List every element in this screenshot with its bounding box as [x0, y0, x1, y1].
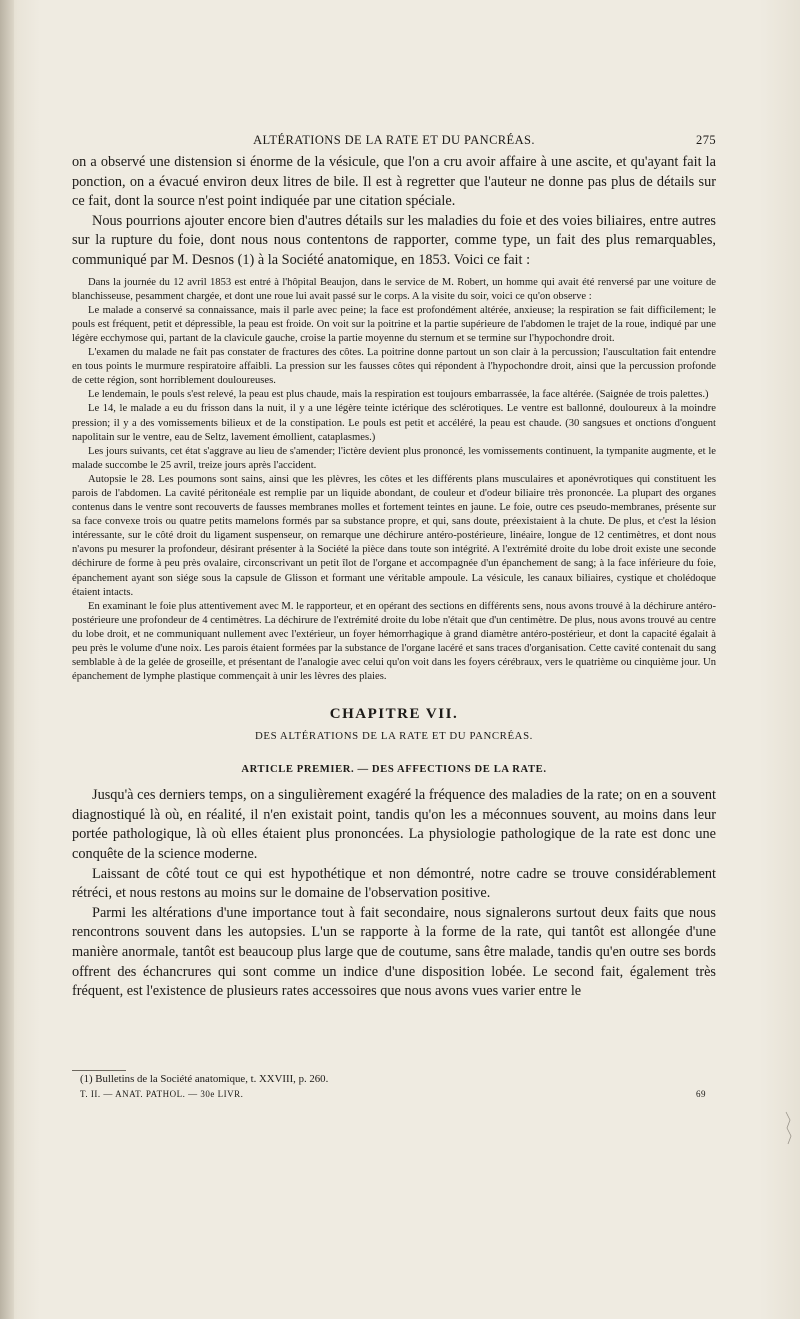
case-report: [72, 276, 716, 685]
chapter-title: CHAPITRE VII.: [329, 706, 459, 723]
case-paragraph: Autopsie le 28. Les poumons sont sains, ainsi que les plèvres, les côtes et les différents plans musculaires et aponévrotiques qui constituent les parois de l'abdomen. La cavité péritonéale est remplie par un liquide abondant, de couleur et d'odeur biliaire très prononcée. La plupart des organes contenus dans le ventre sont recouverts de fausses membranes molles et fortement teintes en jaune. Le foie, outre ces pseudo-membranes, présente sur sa face convexe trois ou quatre petits mamelons formés par sa substance propre, et qui, sans doute, préexistaient à la chute. De plus, et c'est la lésion intéressante, sur le côté droit du ligament suspenseur, on remarque une déchirure antéro-postérieure, linéaire, longue de 12 centimètres, et dont nous n'avons pu mesurer la profondeur, désirant présenter à la Société la pièce dans toute son intégrité. A l'extrémité droite du lobe droit existe une seconde déchirure de forme à peu près ovalaire, circonscrivant un petit îlot de l'organe et accompagnée d'un épanchement de sang; à la face inférieure du foie, épanchement ayant son siége sous la capsule de Glisson et formant une véritable ampoule. La vésicule, les canaux biliaires, cystique et cholédoque étaient intacts.: [72, 473, 716, 598]
chapter-subtitle: DES ALTÉRATIONS DE LA RATE ET DU PANCRÉAS.: [255, 730, 533, 743]
case-paragraph: En examinant le foie plus attentivement avec M. le rapporteur, et en opérant des sections en différents sens, nous avons trouvé à la déchirure antéro-postérieure une profondeur de 4 centimètres. La déchirure de l'extrémité droite du lobe n'était que d'un centimètre. De plus, nous avons trouvé au centre du lobe droit, et ne communiquant nullement avec l'extérieur, un foyer hémorrhagique à grand diamètre antéro-postérieur, et dont la capacité égalait à peu près le volume d'une noix. Les parois étaient formées par la substance de l'organe lacéré et sans traces d'organisation. Cette cavité contenait du sang semblable à de la gelée de groseille, et présentant de l'analogie avec celui qu'on voit dans les foyers cérébraux, vers le quatrième ou cinquième jour. Un épanchement de lymphe plastique commençait à unir les lèvres des plaies.: [72, 600, 716, 683]
case-paragraph: Le 14, le malade a eu du frisson dans la nuit, il y a une légère teinte ictérique des sclérotiques. Le ventre est ballonné, douloureux à la moindre pression; il y a des vomissements bilieux et de la constipation. Le pouls est petit et accéléré, la peau est chaude. (30 sangsues et onctions d'onguent napolitain sur le ventre, eau de Seltz, lavement émollient, cataplasmes.): [72, 403, 716, 443]
intro-paragraph: on a observé une distension si énorme de la vésicule, que l'on a cru avoir affaire à une ascite, et qu'ayant fait la ponction, on a évacué environ deux litres de bile. Il est à regretter que l'auteur ne donne pas plus de détails sur ce fait, dont la source n'est point indiquée par une citation spéciale.: [72, 154, 716, 210]
book-gutter: [0, 0, 14, 1319]
case-paragraph: L'examen du malade ne fait pas constater de fractures des côtes. La poitrine donne partout un son clair à la percussion; l'auscultation fait entendre en tous points le murmure respiratoire affaibli. La pression sur les fausses côtes qui répondent à l'hypochondre droit, ainsi que la percussion profonde de cette région, sont horriblement douloureuses.: [72, 347, 716, 387]
printer-signature: [80, 1089, 716, 1103]
signature-number: 69: [696, 1089, 706, 1099]
case-paragraph: Le lendemain, le pouls s'est relevé, la peau est plus chaude, mais la respiration est toujours embarrassée, la face altérée. (Saignée de trois palettes.): [88, 389, 709, 401]
running-header: [72, 133, 716, 151]
page-number: 275: [696, 133, 716, 147]
signature-left: T. II. — ANAT. PATHOL. — 30e LIVR.: [80, 1089, 244, 1099]
chapter-paragraph: Jusqu'à ces derniers temps, on a singulièrement exagéré la fréquence des maladies de la rate; on en a souvent diagnostiqué là où, en réalité, il n'en existait point, tandis qu'on les a méconnues souvent, au moins dans leur portée pathologique, là où elles étaient plus prononcées. La physiologie pathologique de la rate est donc une conquête de la science moderne.: [72, 787, 716, 863]
pencil-mark: [784, 1110, 794, 1146]
case-paragraph: Le malade a conservé sa connaissance, mais il parle avec peine; la face est profondément altérée, anxieuse; la respiration se fait difficilement; le pouls est fréquent, petit et dépressible, la peau est froide. On voit sur la poitrine et la partie supérieure de l'abdomen le trajet de la roue, indiqué par une légère ecchymose qui, partant de la clavicule gauche, croise la partie moyenne du sternum et se termine sur l'hypochondre droit.: [72, 304, 716, 344]
intro-paragraph: Nous pourrions ajouter encore bien d'autres détails sur les maladies du foie et des voies biliaires, entre autres sur la rupture du foie, dont nous nous contentons de rapporter, comme type, un fait des plus remarquables, communiqué par M. Desnos (1) à la Société anatomique, en 1853. Voici ce fait :: [72, 212, 716, 268]
page-body: [72, 153, 716, 1002]
footnote: (1) Bulletins de la Société anatomique, t. XXVIII, p. 260.: [80, 1073, 329, 1085]
case-paragraph: Les jours suivants, cet état s'aggrave au lieu de s'amender; l'ictère devient plus prononcé, les vomissements continuent, la tympanite augmente, et le malade succombe le 25 avril, treize jours après l'accident.: [72, 445, 716, 471]
case-paragraph: Dans la journée du 12 avril 1853 est entré à l'hôpital Beaujon, dans le service de M. Robert, un homme qui avait été renversé par une voiture de blanchisseuse, pesamment chargée, et dont une roue lui avait passé sur le corps. A la visite du soir, voici ce qu'on observe :: [72, 276, 716, 302]
running-title: ALTÉRATIONS DE LA RATE ET DU PANCRÉAS.: [253, 133, 535, 147]
footnote-rule: [72, 1070, 126, 1071]
article-heading: ARTICLE PREMIER. — DES AFFECTIONS DE LA RATE.: [241, 764, 547, 776]
intro-text: [72, 153, 716, 271]
chapter-paragraph: Laissant de côté tout ce qui est hypothétique et non démontré, notre cadre se trouve considérablement rétréci, et nous restons au moins sur le domaine de l'observation positive.: [72, 865, 716, 902]
chapter-paragraph: Parmi les altérations d'une importance tout à fait secondaire, nous signalerons surtout deux faits que nous rencontrons souvent dans les autopsies. L'un se rapporte à la forme de la rate, qui tantôt est allongée d'une manière anormale, tantôt est beaucoup plus large que de coutume, sans être malade, tandis qu'en outre ses bords offrent des échancrures qui sont comme un indice d'une disposition lobée. Le second fait, également très fréquent, est l'existence de plusieurs rates accessoires que nous avons vues varier entre le: [72, 904, 716, 1000]
chapter-text: [72, 786, 716, 1002]
